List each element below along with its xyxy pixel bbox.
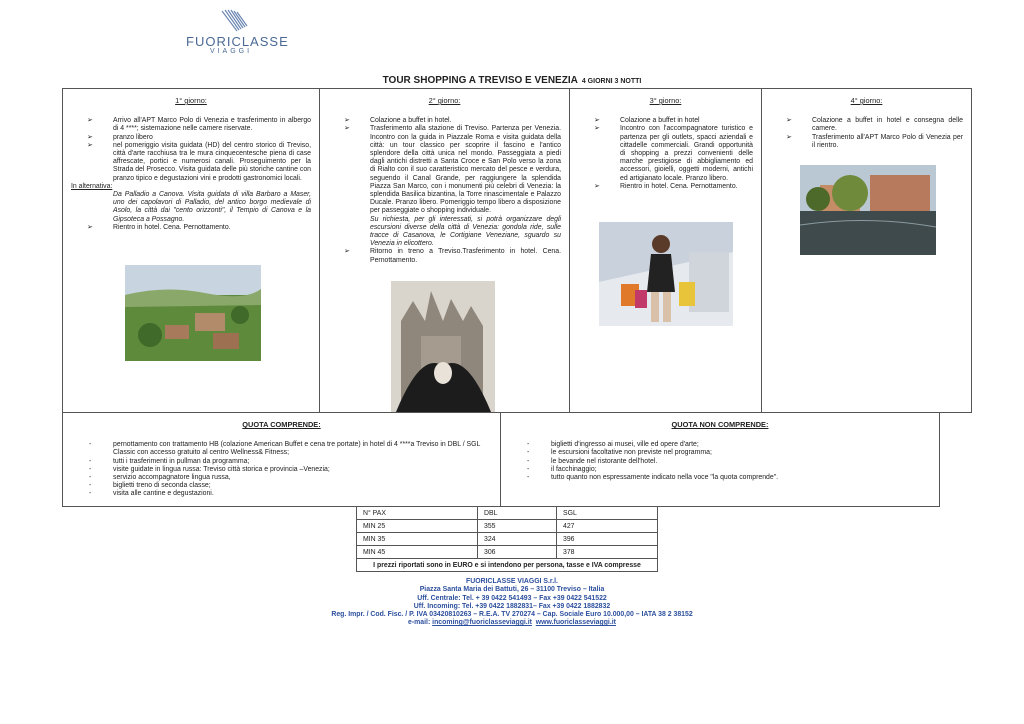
price-cell: 355 (478, 520, 557, 533)
price-cell: MIN 45 (357, 546, 478, 559)
table-row (357, 507, 658, 520)
price-table (356, 506, 658, 572)
day-2-item: ➢ Ritorno in treno a Treviso.Trasferimento in hotel. Cena. Pernottamento. (328, 248, 561, 264)
quota-non-comprende-item: - tutto quanto non espressamente indicato nella voce "la quota comprende". (507, 474, 933, 482)
footer-address: Piazza Santa Maria dei Battuti, 26 – 31100 Treviso – Italia (419, 586, 605, 594)
day-1-item: ➢ nel pomeriggio visita guidata (HD) del centro storico di Treviso, città d'arte racchiusa tra le mura cinquecentesche piena di case affrescate, portici e numerosi canali. Proseguimento per la Strada del Prosecco. Visita guidata delle più storiche cantine con pranzo tipico e degustazioni vini e prodotti gastronomici locali. (71, 142, 311, 183)
table-row (357, 520, 658, 533)
price-cell: MIN 25 (357, 520, 478, 533)
quota-non-comprende-item: - le bevande nel ristorante dell'hotel. (507, 458, 933, 466)
day-2-column (320, 89, 570, 412)
quota-comprende-item: - visite guidate in lingua russa: Treviso città storica e provincia –Venezia; (69, 466, 494, 474)
company-logo (186, 8, 289, 58)
alternative-label: In alternativa: (71, 182, 113, 190)
price-cell: 427 (557, 520, 658, 533)
logo-sub: VIAGGI (209, 48, 253, 55)
footer-incoming-office: Uff. Incoming: Tel. +39 0422 1882831– Fax +39 0422 1882832 (413, 602, 611, 610)
quota-section (62, 413, 940, 507)
price-cell: 306 (478, 546, 557, 559)
email-label: e-mail: (408, 619, 431, 627)
day-3-item: ➢ Incontro con l'accompagnatore turistico e partenza per gli outlets, spacci aziendali e cittadelle commerciali. Grandi opportunità di shopping a prezzi convenienti delle marche prestigiose di abbigliamento ed accessori, gioielli, oggetti moderni, antichi ed artigianato locale. Pranzo libero. (578, 125, 753, 182)
price-header: DBL (478, 507, 557, 520)
countryside-village-photo (125, 265, 261, 361)
title-duration: 4 GIORNI 3 NOTTI (581, 78, 642, 85)
treviso-canal-photo (800, 165, 936, 255)
table-row (357, 559, 658, 572)
day-2-italic-note: Su richiesta, per gli interessati, si potrà organizzare degli escursioni diverse della città di Venezia: gondola ride, sulle tracce di Casanova, le Cortigiane Veneziane, sguardo su Venezia in elicottero. (370, 215, 561, 248)
footer-registration: Reg. Impr. / Cod. Fisc. / P. IVA 03420810263 – R.E.A. TV 270274 – Cap. Sociale Euro 10.000,00 – IATA 38 2 38152 (331, 611, 693, 619)
day-2-item: ➢ Colazione a buffet in hotel. (328, 117, 561, 125)
table-row (357, 533, 658, 546)
logo-wing-icon (211, 8, 251, 34)
footer-contacts (0, 619, 1024, 627)
footer-central-office: Uff. Centrale: Tel. + 39 0422 541493 – Fax +39 0422 541522 (417, 594, 607, 602)
quota-comprende-item: - biglietti treno di seconda classe; (69, 482, 494, 490)
day-1-column (63, 89, 320, 412)
day-4-column (762, 89, 971, 412)
day-3-item: ➢ Rientro in hotel. Cena. Pernottamento. (578, 183, 753, 191)
price-header: SGL (557, 507, 658, 520)
quota-non-comprende (501, 413, 939, 506)
title-main: TOUR SHOPPING A TREVISO E VENEZIA (382, 75, 578, 86)
day-1-item: ➢ Rientro in hotel. Cena. Pernottamento. (71, 224, 311, 232)
price-header: N° PAX (357, 507, 478, 520)
price-cell: 378 (557, 546, 658, 559)
day-3-column (570, 89, 762, 412)
email-link[interactable]: incoming@fuoriclasseviaggi.it (432, 619, 532, 627)
day-3-heading: 3° giorno: (649, 96, 682, 105)
logo-brand: FUORICLASSE (186, 34, 289, 49)
price-cell: MIN 35 (357, 533, 478, 546)
price-cell: 396 (557, 533, 658, 546)
quota-non-comprende-item: - le escursioni facoltative non previste nel programma; (507, 449, 933, 457)
price-cell: 324 (478, 533, 557, 546)
quota-comprende-heading: QUOTA COMPRENDE: (242, 420, 321, 429)
day-1-heading: 1° giorno: (175, 96, 207, 105)
page-title (0, 75, 1024, 86)
footer-company: FUORICLASSE VIAGGI S.r.l. (466, 578, 558, 585)
quota-comprende (63, 413, 501, 506)
price-note: I prezzi riportati sono in EURO e si intendono per persona, tasse e IVA compresse (357, 559, 658, 572)
alternative-text: Da Palladio a Canova. Visita guidata di villa Barbaro a Maser, uno dei capolavori di Palladio, del antico borgo medievale di Asolo, la città dai "cento orizzonti", il Tempio di Canova e la Gipsoteca a Possagno. (113, 191, 311, 223)
itinerary-table (62, 88, 972, 413)
venice-carnival-photo (391, 281, 495, 412)
quota-comprende-item: - servizio accompagnatore lingua russa, (69, 474, 494, 482)
quota-non-comprende-heading: QUOTA NON COMPRENDE: (671, 420, 769, 429)
company-footer (0, 578, 1024, 628)
website-link[interactable]: www.fuoriclasseviaggi.it (535, 619, 616, 627)
quota-non-comprende-item: - biglietti d'ingresso ai musei, ville ed opere d'arte; (507, 441, 933, 449)
day-3-item: ➢ Colazione a buffet in hotel (578, 117, 753, 125)
quota-comprende-item: - visita alle cantine e degustazioni. (69, 490, 494, 498)
quota-non-comprende-item: - il facchinaggio; (507, 466, 933, 474)
quota-comprende-item: - tutti i trasferimenti in pullman da programma; (69, 458, 494, 466)
day-1-item: ➢ Arrivo all'APT Marco Polo di Venezia e trasferimento in albergo di 4 ****; sistemazione nelle camere riservate. (71, 117, 311, 133)
day-1-item: ➢ pranzo libero (71, 134, 311, 142)
day-2-item: ➢ Trasferimento alla stazione di Treviso. Partenza per Venezia. Incontro con la guida in Piazzale Roma e visita guidata della città: un tour classico per scoprire il fascino e l'antico splendore della città unica nel mondo. Passeggiata a piedi dagli antichi distretti a Santa Croce e San Polo verso la zona di Rialto con il suo caratteristico mercato del pesce e verdura, seguendo il Canal Grande, per raggiungere la splendida Piazza San Marco, con i monumenti più celebri di Venezia: la splendida Basilica bizantina, la Torre rinascimentale e Palazzo Ducale. Pranzo libero. Pomeriggio tempo libero a disposizione per passeggiate o shopping individuale. (328, 125, 561, 215)
shopping-woman-photo (599, 222, 733, 326)
quota-comprende-item: - pernottamento con trattamento HB (colazione American Buffet e cena tre portate) in hotel di 4 ****a Treviso in DBL / SGL Classic con accesso gratuito al centro Wellness& Fitness; (69, 441, 494, 457)
table-row (357, 546, 658, 559)
day-4-item: ➢ Colazione a buffet in hotel e consegna delle camere. (770, 117, 963, 133)
day-4-heading: 4° giorno: (850, 96, 883, 105)
day-4-item: ➢ Trasferimento all'APT Marco Polo di Venezia per il rientro. (770, 134, 963, 150)
day-2-heading: 2° giorno: (428, 96, 461, 105)
